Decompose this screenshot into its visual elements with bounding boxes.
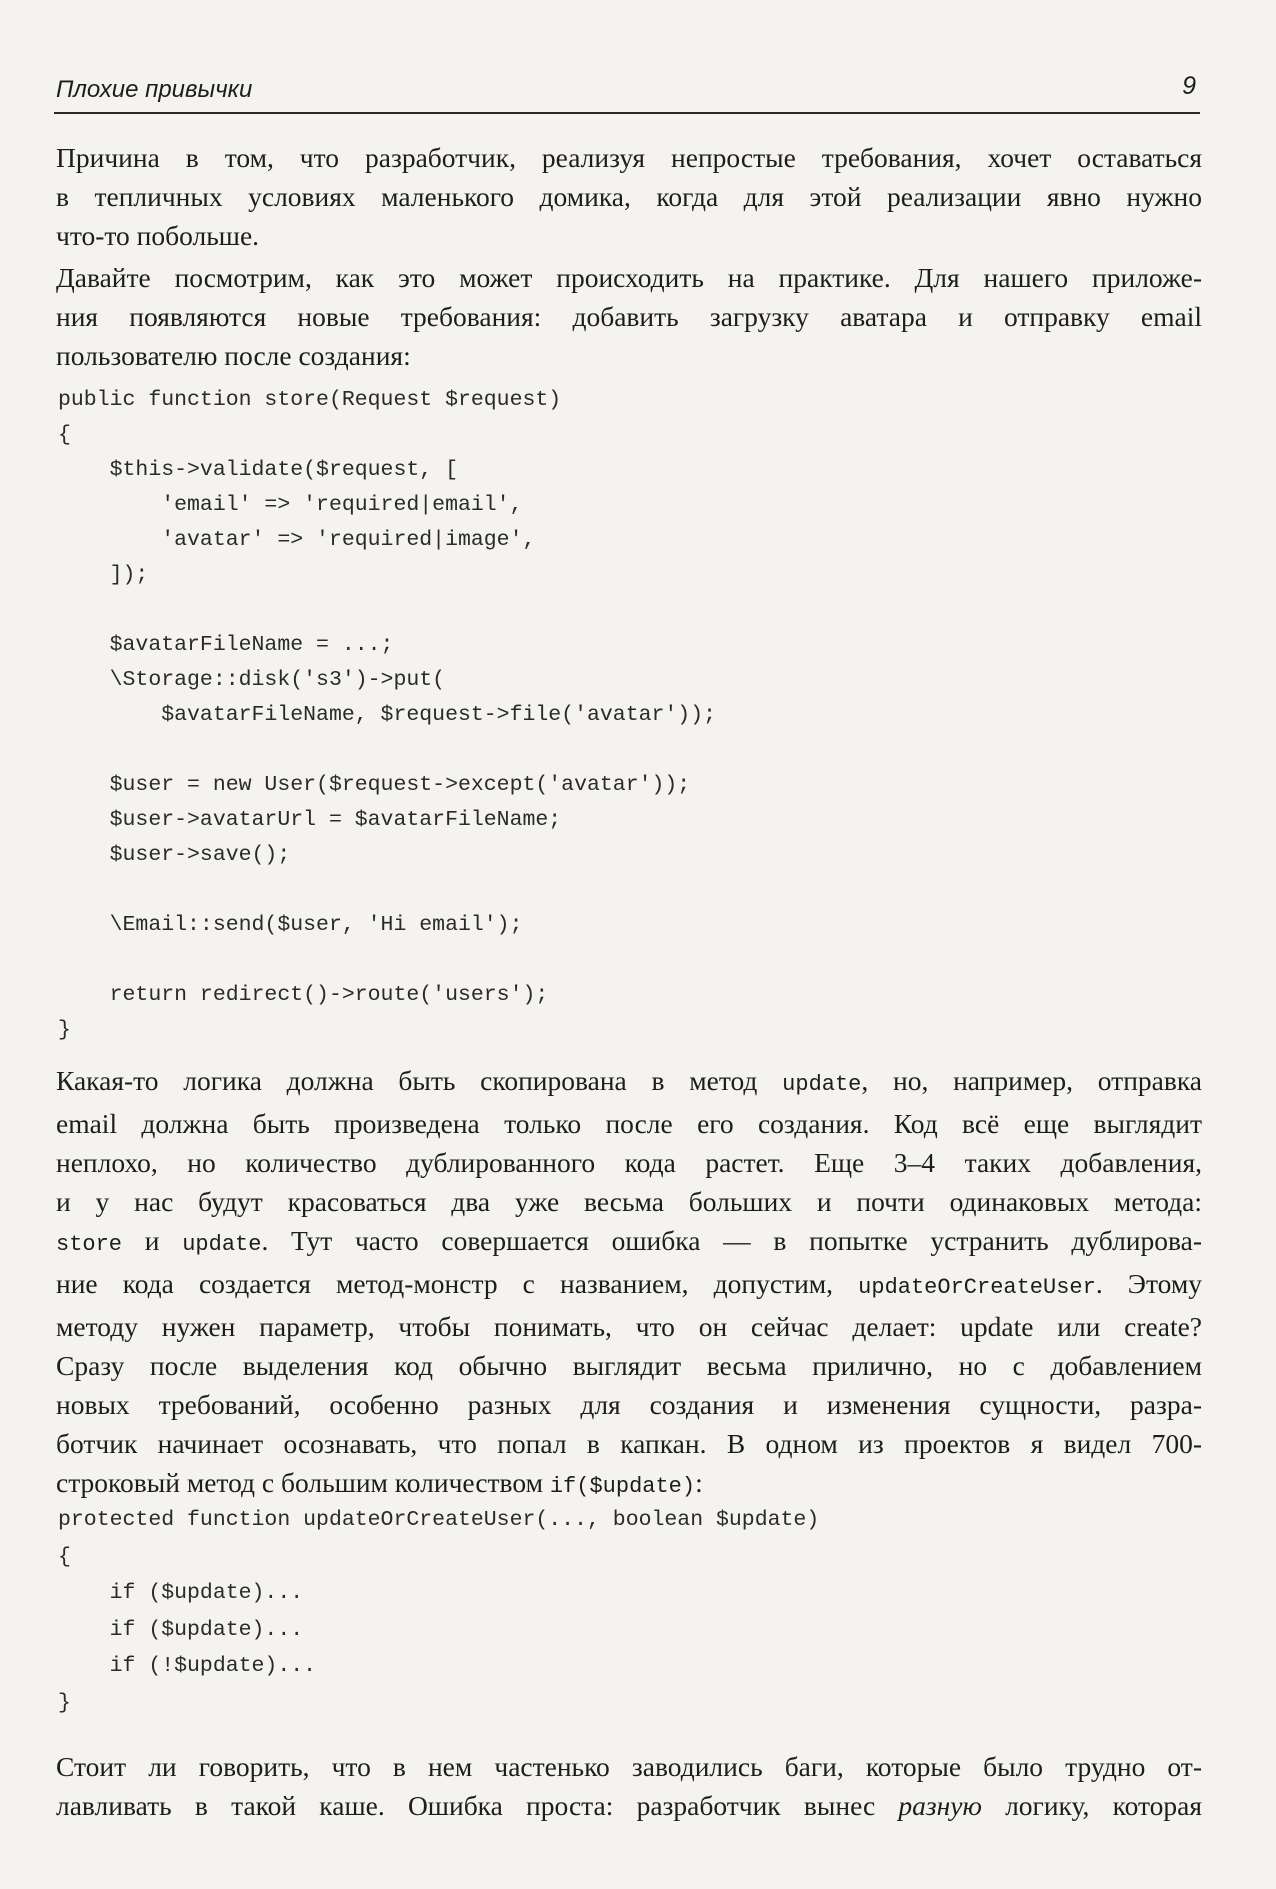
chapter-title: Плохие привычки — [56, 76, 253, 103]
code-line: } — [58, 1690, 71, 1715]
paragraph-line: Сразу после выделения код обычно выглядит весьма прилично, но с добавлением — [56, 1350, 1202, 1381]
paragraph-line: строковый метод с большим количеством if($update): — [56, 1467, 703, 1499]
emphasis: разную — [898, 1790, 982, 1821]
code-line: { — [58, 1544, 71, 1569]
code-line: \Email::send($user, 'Hi email'); — [58, 913, 523, 937]
paragraph-line: store и update. Тут часто совершается ошибка — в попытке устранить дублирова- — [56, 1225, 1203, 1257]
code-line: 'email' => 'required|email', — [58, 493, 523, 517]
paragraph-line: неплохо, но количество дублированного кода растет. Еще 3–4 таких добавления, — [56, 1147, 1202, 1178]
code-line: if ($update)... — [58, 1581, 304, 1605]
code-line: $user->avatarUrl = $avatarFileName; — [58, 808, 562, 832]
code-listing-update-or-create — [58, 1502, 819, 1721]
paragraph-line: ботчик начинает осознавать, что попал в капкан. В одном из проектов я видел 700- — [56, 1428, 1202, 1459]
code-line: return redirect()->route('users'); — [58, 983, 549, 1007]
inline-code: updateOrCreateUser — [858, 1275, 1096, 1300]
paragraph-line: Какая-то логика должна быть скопирована в метод update, но, например, отправка — [56, 1065, 1202, 1097]
code-line: } — [58, 1018, 71, 1042]
code-line: if (!$update)... — [58, 1654, 317, 1678]
paragraph-line: и у нас будут красоваться два уже весьма больших и почти одинаковых метода: — [56, 1186, 1202, 1217]
paragraph-line: Стоит ли говорить, что в нем частенько заводились баги, которые было трудно от- — [56, 1751, 1202, 1782]
code-line — [58, 873, 716, 908]
code-line: $this->validate($request, [ — [58, 458, 458, 482]
code-line: { — [58, 423, 71, 447]
paragraph-line: ния появляются новые требования: добавить загрузку аватара и отправку email — [56, 301, 1202, 332]
paragraph-1 — [56, 138, 1202, 255]
paragraph-2 — [56, 258, 1202, 375]
paragraph-line: новых требований, особенно разных для создания и изменения сущности, разра- — [56, 1389, 1202, 1420]
code-line: if ($update)... — [58, 1617, 304, 1642]
running-header — [54, 72, 1200, 114]
inline-code: update — [782, 1072, 862, 1097]
code-line: $user = new User($request->except('avatar')); — [58, 773, 691, 797]
inline-code: if($update) — [549, 1474, 696, 1499]
code-line — [58, 943, 716, 978]
paragraph-line: Причина в том, что разработчик, реализуя непростые требования, хочет оставаться — [56, 142, 1202, 173]
code-line: public function store(Request $request) — [58, 388, 562, 412]
paragraph-line: методу нужен параметр, чтобы понимать, что он сейчас делает: update или create? — [56, 1311, 1202, 1342]
paragraph-3 — [56, 1061, 1202, 1506]
code-line — [58, 733, 716, 768]
code-line: \Storage::disk('s3')->put( — [58, 668, 446, 692]
code-line: protected function updateOrCreateUser(..., boolean $update) — [58, 1508, 820, 1532]
paragraph-line: лавливать в такой каше. Ошибка проста: разработчик вынес разную логику, которая — [56, 1790, 1202, 1821]
paragraph-line: что-то побольше. — [56, 220, 260, 251]
paragraph-line: в тепличных условиях маленького домика, когда для этой реализации явно нужно — [56, 181, 1202, 212]
code-line: $avatarFileName = ...; — [58, 633, 394, 657]
code-line: $avatarFileName, $request->file('avatar')); — [58, 703, 717, 727]
paragraph-line: ние кода создается метод-монстр с названием, допустим, updateOrCreateUser. Этому — [56, 1268, 1202, 1300]
code-line: 'avatar' => 'required|image', — [58, 528, 536, 552]
code-line: $user->save(); — [58, 843, 291, 867]
code-line — [58, 593, 716, 628]
paragraph-line: Давайте посмотрим, как это может происходить на практике. Для нашего приложе- — [56, 262, 1202, 293]
paragraph-line: пользователю после создания: — [56, 340, 411, 371]
code-line: ]); — [58, 563, 149, 587]
paragraph-4 — [56, 1747, 1202, 1825]
code-listing-store — [58, 383, 716, 1048]
inline-code: update — [182, 1232, 262, 1257]
inline-code: store — [56, 1232, 123, 1257]
page-number: 9 — [1182, 72, 1196, 100]
paragraph-line: email должна быть произведена только после его создания. Код всё еще выглядит — [56, 1108, 1202, 1139]
